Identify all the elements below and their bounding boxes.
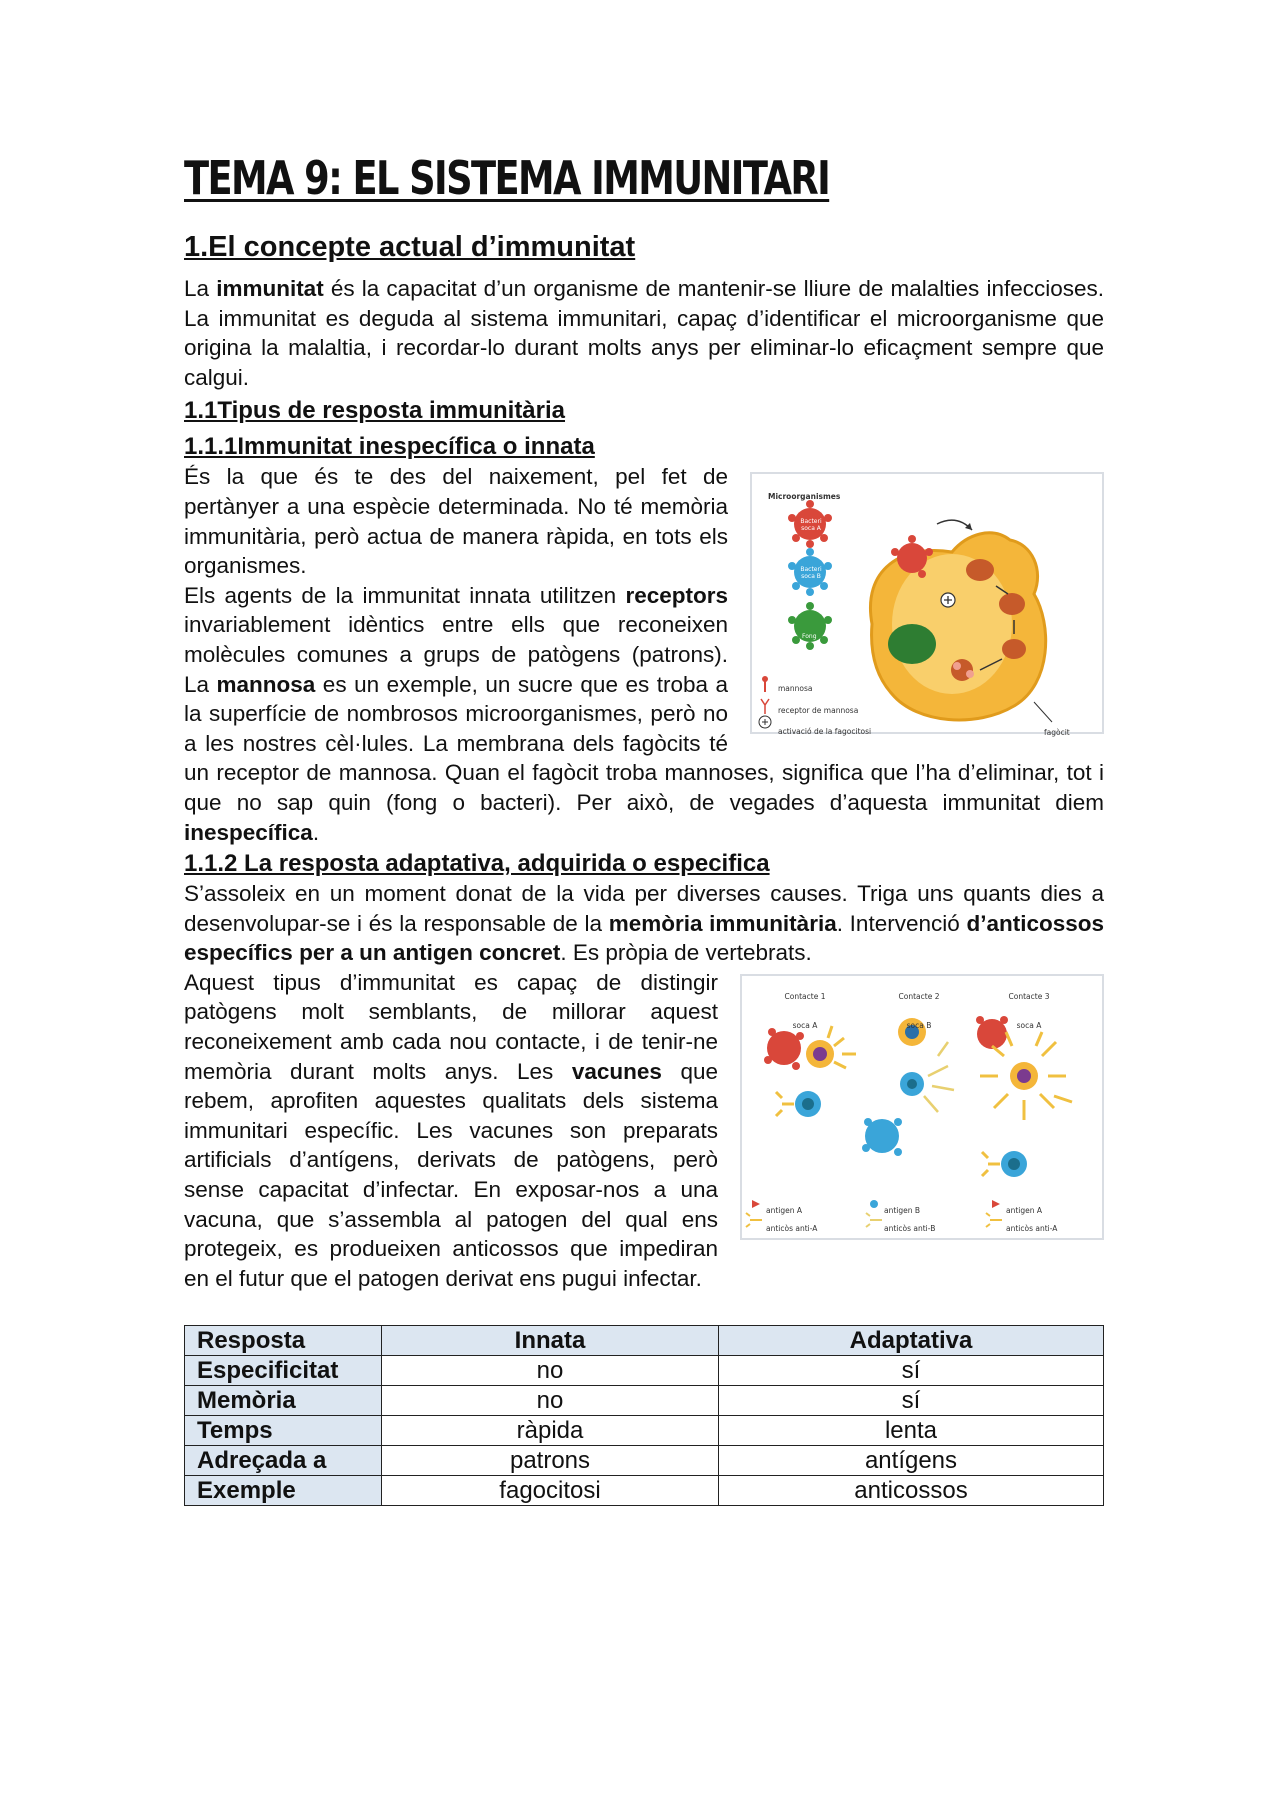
adaptive-immunity-figure bbox=[740, 974, 1104, 1240]
memory-cell-icon bbox=[900, 1072, 924, 1096]
table-row-header: Especificitat bbox=[185, 1356, 382, 1386]
paragraph-immunitat: La immunitat és la capacitat d’un organisme de mantenir-se lliure de malalties infeccioses. La immunitat es deguda al sistema immunitari, capaç d’identificar el microorganisme que origina la malaltia, i recordar-lo durant molts anys per eliminar-lo eficaçment sempre que calgui. bbox=[184, 276, 1104, 390]
table-row bbox=[185, 1476, 1104, 1506]
table-row-header: Temps bbox=[185, 1416, 382, 1446]
table-cell: ràpida bbox=[382, 1416, 719, 1446]
comparison-table bbox=[184, 1325, 1104, 1506]
table-cell: fagocitosi bbox=[382, 1476, 719, 1506]
figure-legend-receptor: receptor de mannosa bbox=[778, 706, 859, 716]
paragraph-adaptativa-2: Contacte 1 soca A Contacte 2 soca B Contacte 3 soca A antigen A anticòs anti-A antigen B anticòs anti-B antigen A anticòs anti-A Aquest tipus d’immunitat es capaç de distingir patògens molt semblants, de millorar aquest reconeixement amb cada nou contacte, i de tenir-ne memòria durant molts anys. Les vacunes que rebem, aprofiten aquestes qualitats dels sistema immunitari específic. Les vacunes son preparats artificials d’antígens, derivats de patògens, però sense capacitat d’infectar. En exposar-nos a una vacuna, que s’assembla al patogen del qual ens protegeix, es produeixen anticossos que impediran en el futur que el patogen derivat ens pugui infectar. bbox=[184, 968, 1104, 1294]
figure-legend-antigen-a: antigen A bbox=[766, 1205, 803, 1215]
table-row-header: Memòria bbox=[185, 1386, 382, 1416]
document-title: TEMA 9: EL SISTEMA IMMUNITARI bbox=[184, 151, 830, 205]
figure-label-bacteri-a: Bacteri soca A bbox=[800, 518, 822, 533]
paragraph-innata-1-text: És la que és te des del naixement, pel fet de pertànyer a una espècie determinada. No té memòria immunitària, però actua de manera ràpida, en tots els organismes. bbox=[184, 464, 728, 579]
figure-label-contacte-2: Contacte 2 soca B bbox=[898, 991, 940, 1031]
table-header-cell: Innata bbox=[382, 1326, 719, 1356]
figure-legend-antigen-b: antigen B bbox=[884, 1205, 921, 1215]
table-header-cell: Resposta bbox=[185, 1326, 382, 1356]
figure-label-bacteri-b: Bacteri soca B bbox=[800, 566, 822, 581]
figure-label-fagocit: fagòcit bbox=[1044, 728, 1070, 738]
table-row bbox=[185, 1446, 1104, 1476]
table-row bbox=[185, 1416, 1104, 1446]
paragraph-innata-2: Els agents de la immunitat innata utilitzen receptors invariablement idèntics entre ells que reconeixen molècules comunes a grups de patògens (patrons). La mannosa es un exemple, un sucre que es troba a la superfície de nombrosos microorganismes, però no a les nostres cèl·lules. La membrana dels fagòcits té un receptor de mannosa. Quan el fagòcit troba mannoses, significa que l’ha d’eliminar, tot i que no sap quin (fong o bacteri). Per això, de vegades d’aquesta immunitat diem inespecífica. bbox=[184, 582, 1104, 845]
table-row-header: Adreçada a bbox=[185, 1446, 382, 1476]
section-heading-1: 1.El concepte actual d’immunitat bbox=[184, 231, 636, 263]
innate-immunity-figure bbox=[750, 472, 1104, 738]
figure-legend-mannosa: mannosa bbox=[778, 684, 813, 694]
figure-legend-anticos-a-2: anticòs anti-A bbox=[1006, 1223, 1058, 1233]
document-page bbox=[184, 150, 1104, 1506]
arrow-icon bbox=[937, 521, 972, 531]
bacteria-b-icon bbox=[862, 1118, 902, 1156]
table-cell: sí bbox=[719, 1356, 1104, 1386]
table-cell: no bbox=[382, 1356, 719, 1386]
b-cell-icon bbox=[806, 1040, 834, 1068]
figure-legend-anticos-a: anticòs anti-A bbox=[766, 1223, 818, 1233]
figure-legend-anticos-b: anticòs anti-B bbox=[884, 1223, 936, 1233]
table-cell: no bbox=[382, 1386, 719, 1416]
section-heading-1-1-2: 1.1.2 La resposta adaptativa, adquirida o especifica bbox=[184, 850, 770, 878]
figure-label-contacte-1: Contacte 1 soca A bbox=[784, 991, 826, 1031]
nucleus bbox=[888, 624, 936, 664]
table-cell: sí bbox=[719, 1386, 1104, 1416]
paragraph-adaptativa-1: S’assoleix en un moment donat de la vida per diverses causes. Triga uns quants dies a desenvolupar-se i és la responsable de la memòria immunitària. Intervenció d’anticossos específics per a un antigen concret. Es pròpia de vertebrats. bbox=[184, 881, 1104, 966]
table-header-row bbox=[185, 1326, 1104, 1356]
figure-label-fong: Fong bbox=[802, 633, 817, 641]
table-cell: lenta bbox=[719, 1416, 1104, 1446]
figure-legend-antigen-a-2: antigen A bbox=[1006, 1205, 1043, 1215]
table-header-cell: Adaptativa bbox=[719, 1326, 1104, 1356]
table-row-header: Exemple bbox=[185, 1476, 382, 1506]
table-cell: patrons bbox=[382, 1446, 719, 1476]
figure-label-contacte-3: Contacte 3 soca A bbox=[1008, 991, 1050, 1031]
b-cell-icon bbox=[1010, 1062, 1038, 1090]
table-row bbox=[185, 1386, 1104, 1416]
figure-label: Microorganismes bbox=[768, 492, 841, 502]
memory-cell-icon bbox=[795, 1091, 821, 1117]
memory-cell-icon bbox=[1001, 1151, 1027, 1177]
figure-legend-activacio: activació de la fagocitosi bbox=[778, 727, 872, 737]
section-heading-1-1-1: 1.1.1Immunitat inespecífica o innata bbox=[184, 433, 595, 461]
table-row bbox=[185, 1356, 1104, 1386]
section-heading-1-1: 1.1Tipus de resposta immunitària bbox=[184, 397, 566, 425]
table-cell: anticossos bbox=[719, 1476, 1104, 1506]
table-cell: antígens bbox=[719, 1446, 1104, 1476]
